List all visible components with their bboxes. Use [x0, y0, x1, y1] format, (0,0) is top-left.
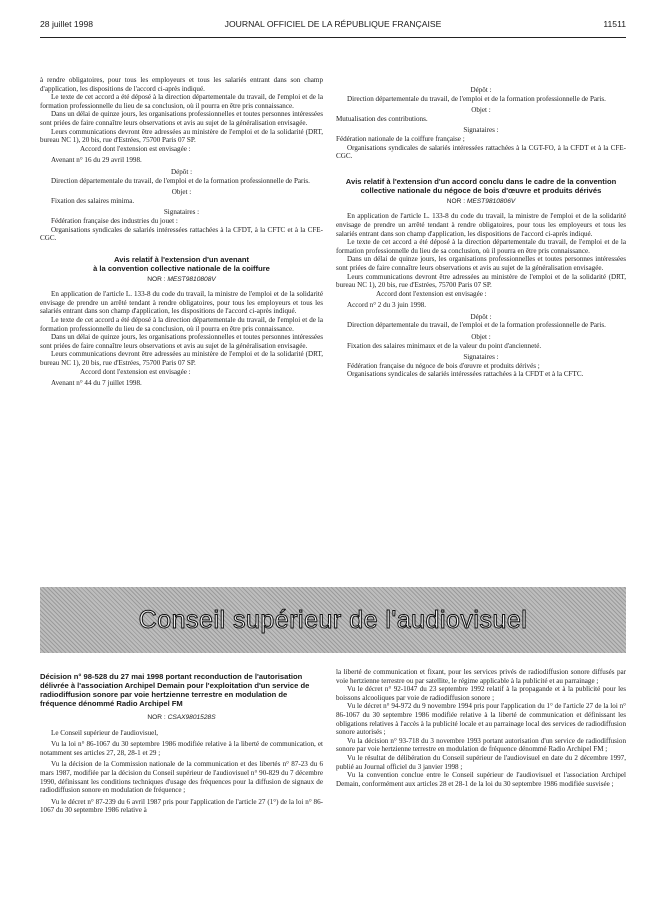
paragraph: Vu la décision de la Commission nationale de la communication et des libertés n° 87-23 du 6 mars 1987, modifiée par la décision du Conseil supérieur de l'audiovisuel n° 90-829 du 7 décembre 1990, définissant les conditions techniques d'usage des fréquences pour la diffusion de signaux de radiodiffusion sonore en modulation de fréquence ;: [40, 760, 323, 795]
paragraph: Vu le décret n° 94-972 du 9 novembre 1994 pris pour l'application du 1° de l'article 27 de la loi n° 86-1067 du 30 septembre 1986 modifiée relative à la liberté de communication et définissant les obligations relatives à l'accès à la publicité locale et au parrainage local des services de radiodiffusion sonore autorisés ;: [336, 702, 626, 737]
label: Signataires :: [463, 353, 499, 362]
nor-label: NOR :: [147, 275, 168, 283]
paragraph: Fédération française des industries du jouet :: [51, 216, 178, 225]
decision-heading: Décision n° 98-528 du 27 mai 1998 portant reconduction de l'autorisation délivrée à l'association Archipel Demain pour l'exploitation d'un service de radiodiffusion sonore par voie hertzienne terrestre en modulation de fréquence dénommé Radio Archipel FM: [40, 672, 310, 708]
paragraph: Fédération française du négoce de bois d'œuvre et produits dérivés ;: [347, 361, 540, 370]
right-column-top: [336, 86, 626, 556]
paragraph: Accord dont l'extension est envisagée :: [80, 144, 191, 153]
paragraph: Vu la décision n° 93-718 du 3 novembre 1993 portant autorisation d'un service de radiodiffusion sonore par voie hertzienne terrestre en modulation de fréquence dénommé Radio Archipel FM ;: [336, 736, 626, 754]
paragraph: Organisations syndicales de salariés intéressées rattachées à la CFDT et à la CFTC.: [347, 370, 584, 379]
header-rule: [40, 37, 626, 38]
paragraph: Vu le décret n° 87-239 du 6 avril 1987 pris pour l'application de l'article 27 (1°) de la loi n° 86-1067 du 30 septembre 1986 relative à: [40, 797, 323, 815]
paragraph: Direction départementale du travail, de l'emploi et de la formation professionnelle de Paris.: [347, 321, 606, 330]
label: Dépôt :: [470, 86, 492, 94]
paragraph: Le texte de cet accord a été déposé à la direction départementale du travail, de l'emploi et de la formation professionnelle du lieu de sa conclusion, où il pourra en être pris connaissance.: [336, 238, 626, 255]
paragraph: Vu le résultat de délibération du Conseil supérieur de l'audiovisuel en date du 2 décembre 1997, publié au Journal officiel du 3 janvier 1998 ;: [336, 753, 626, 771]
paragraph: Le texte de cet accord a été déposé à la direction départementale du travail, de l'emploi et de la formation professionnelle du lieu de sa conclusion, où il pourra en être pris connaissance.: [40, 316, 323, 333]
paragraph: Accord n° 2 du 3 juin 1998.: [347, 301, 427, 310]
nor-label: NOR :: [446, 197, 467, 205]
nor-reference: [336, 198, 626, 207]
paragraph: Fixation des salaires minima.: [51, 196, 135, 205]
paragraph: Direction départementale du travail, de l'emploi et de la formation professionnelle de Paris.: [51, 176, 310, 185]
left-column-top: [40, 76, 323, 556]
paragraph: Avenant n° 44 du 7 juillet 1998.: [51, 379, 142, 388]
paragraph: Leurs communications devront être adressées au ministère de l'emploi et de la solidarité (DRT, bureau NC 1), 20 bis, rue d'Estrées, 75700 Paris 07 SP.: [40, 127, 323, 145]
paragraph: Leurs communications devront être adressées au ministère de l'emploi et de la solidarité (DRT, bureau NC 1), 20 bis, rue d'Estrées, 75700 Paris 07 SP.: [336, 272, 626, 290]
notice-heading-line: à la convention collective nationale de la coiffure: [93, 263, 270, 273]
section-banner: [40, 587, 626, 653]
paragraph: la liberté de communication et fixant, pour les services privés de radiodiffusion sonore diffusés par voie hertzienne terrestre ou par satellite, le régime applicable à la publicité et au parrainage ;: [336, 668, 626, 685]
label: Objet :: [471, 333, 491, 342]
paragraph: Organisations syndicales de salariés intéressées rattachées à la CGT-FO, à la CFDT et à la CFE-CGC.: [336, 143, 626, 161]
paragraph: Fixation des salaires minimaux et de la valeur du point d'ancienneté.: [347, 341, 542, 350]
notice-heading-line: Avis relatif à l'extension d'un avenant: [114, 254, 249, 264]
label: Objet :: [171, 188, 192, 197]
paragraph: Vu la convention conclue entre le Conseil supérieur de l'audiovisuel et l'association Archipel Demain, conformément aux articles 28 et 28-1 de la loi du 30 septembre 1986 modifiée susvisée ;: [336, 771, 626, 788]
nor-code: CSAX9801528S: [167, 714, 216, 721]
page-header: [40, 19, 626, 35]
header-date: 28 juillet 1998: [40, 19, 94, 29]
paragraph: Dans un délai de quinze jours, les organisations professionnelles et toutes personnes intéressées sont priées de faire connaître leurs observations et avis au sujet de la généralisation envisagée.: [40, 333, 323, 350]
nor-reference: [40, 714, 323, 723]
paragraph: Mutualisation des contributions.: [336, 114, 428, 123]
paragraph: Dans un délai de quinze jours, les organisations professionnelles et toutes personnes intéressées sont priées de faire connaître leurs observations et avis au sujet de la généralisation envisagée.: [336, 255, 626, 272]
paragraph: à rendre obligatoires, pour tous les employeurs et tous les salariés entrant dans son champ d'application, les dispositions de l'accord ci-après indiqué.: [40, 76, 323, 93]
paragraph: Fédération nationale de la coiffure française ;: [336, 134, 465, 143]
paragraph: En application de l'article L. 133-8 du code du travail, la ministre de l'emploi et de la solidarité envisage de prendre un arrêté tendant à rendre obligatoires, pour tous les employeurs et tous les salariés entrant dans son champ d'application, les dispositions de l'accord ci-après indiqué.: [336, 212, 626, 238]
notice-heading: [40, 255, 323, 273]
paragraph: Accord dont l'extension est envisagée :: [376, 289, 487, 298]
paragraph: Vu la loi n° 86-1067 du 30 septembre 1986 modifiée relative à la liberté de communication, et notamment ses articles 27, 28, 28-1 et 29 ;: [40, 740, 323, 757]
paragraph: En application de l'article L. 133-8 du code du travail, la ministre de l'emploi et de la solidarité envisage de prendre un arrêté tendant à rendre obligatoires, pour tous les employeurs et tous les salariés entrant dans son champ d'application, les dispositions de l'accord ci-après indiqué.: [40, 290, 323, 316]
nor-code: MEST9810808V: [167, 275, 216, 283]
header-title: JOURNAL OFFICIEL DE LA RÉPUBLIQUE FRANÇAISE: [224, 19, 442, 29]
label: Dépôt :: [170, 167, 193, 176]
paragraph: Le Conseil supérieur de l'audiovisuel,: [51, 728, 159, 737]
paragraph: Le texte de cet accord a été déposé à la direction départementale du travail, de l'emploi et de la formation professionnelle du lieu de sa conclusion, où il pourra en être pris connaissance.: [40, 93, 323, 110]
notice-heading: Avis relatif à l'extension d'un accord conclu dans le cadre de la convention collective nationale du négoce de bois d'œuvre et produits dérivés: [345, 176, 617, 195]
paragraph: Dans un délai de quinze jours, les organisations professionnelles et toutes personnes intéressées sont priées de faire connaître leurs observations et avis au sujet de la généralisation envisagée.: [40, 110, 323, 127]
label: Objet :: [471, 106, 491, 115]
label: Signataires :: [463, 126, 499, 135]
paragraph: Organisations syndicales de salariés intéressées rattachées à la CFDT, à la CFTC et à la CFE-CGC.: [40, 225, 323, 243]
nor-code: MEST9810806V: [466, 197, 516, 205]
paragraph: Accord dont l'extension est envisagée :: [80, 367, 191, 376]
right-column-bottom: [336, 668, 626, 896]
nor-reference: [40, 276, 323, 285]
paragraph: Direction départementale du travail, de l'emploi et de la formation professionnelle de Paris.: [347, 94, 606, 103]
paragraph: Leurs communications devront être adressées au ministère de l'emploi et de la solidarité (DRT, bureau NC 1), 20 bis, rue d'Estrées, 75700 Paris 07 SP.: [40, 350, 323, 368]
paragraph: Avenant n° 16 du 29 avril 1998.: [51, 156, 142, 165]
label: Dépôt :: [470, 312, 492, 321]
label: Signataires :: [163, 208, 200, 217]
section-banner-title: Conseil supérieur de l'audiovisuel: [138, 605, 528, 634]
header-page-number: 11511: [603, 19, 626, 29]
paragraph: Vu le décret n° 92-1047 du 23 septembre 1992 relatif à la propagande et à la publicité pour les boissons alcooliques par voie de radiodiffusion sonore ;: [336, 685, 626, 702]
nor-label: NOR :: [147, 714, 168, 721]
left-column-bottom: [40, 668, 323, 896]
